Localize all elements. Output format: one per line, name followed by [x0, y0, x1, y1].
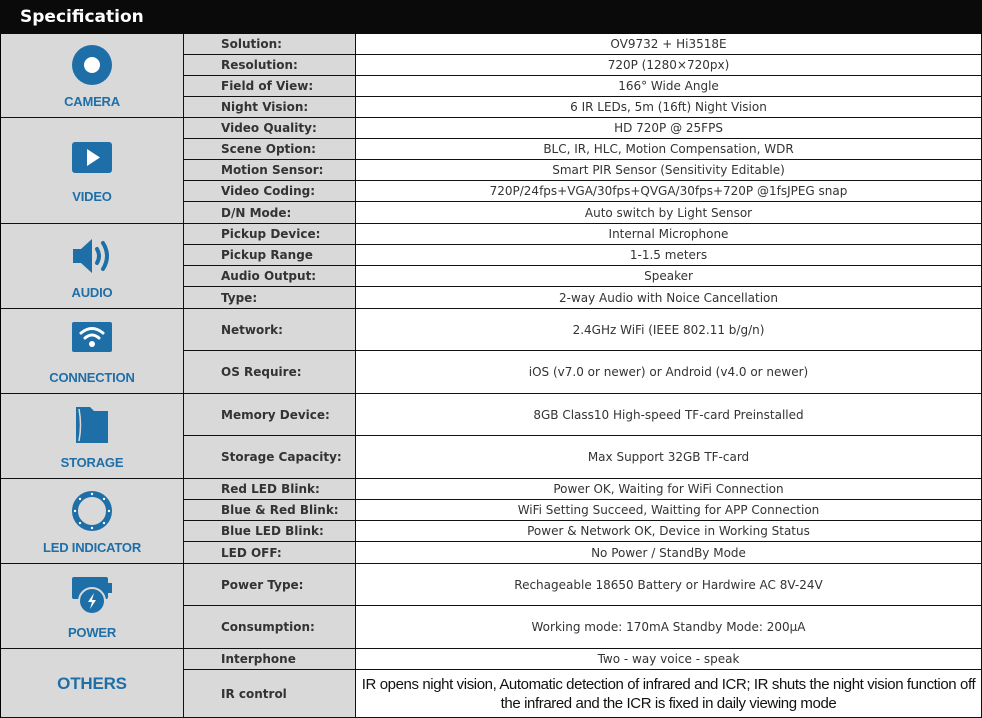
- spec-group-audio: [1, 224, 982, 309]
- spec-key: Video Coding:: [184, 181, 356, 201]
- spec-key: Memory Device:: [184, 394, 356, 435]
- table-row: [184, 139, 982, 160]
- category-cell: [1, 34, 184, 117]
- spec-key: LED OFF:: [184, 542, 356, 563]
- category-label: STORAGE: [60, 454, 124, 470]
- spec-group-connection: [1, 309, 982, 394]
- spec-value: 6 IR LEDs, 5m (16ft) Night Vision: [356, 97, 982, 117]
- spec-key: OS Require:: [184, 351, 356, 393]
- category-cell: [1, 564, 184, 648]
- spec-key: Red LED Blink:: [184, 479, 356, 499]
- spec-key: Pickup Device:: [184, 224, 356, 244]
- category-cell: [1, 394, 184, 478]
- spec-key: Network:: [184, 309, 356, 350]
- spec-key: Field of View:: [184, 76, 356, 96]
- spec-key: D/N Mode:: [184, 202, 356, 223]
- spec-value: WiFi Setting Succeed, Waitting for APP Connection: [356, 500, 982, 520]
- table-row: [184, 500, 982, 521]
- spec-key: Blue & Red Blink:: [184, 500, 356, 520]
- table-row: [184, 649, 982, 670]
- spec-key: IR control: [184, 670, 356, 717]
- table-row: [184, 309, 982, 351]
- table-row: [184, 266, 982, 287]
- spec-value: 720P/24fps+VGA/30fps+QVGA/30fps+720P @1fsJPEG snap: [356, 181, 982, 201]
- spec-value: No Power / StandBy Mode: [356, 542, 982, 563]
- category-label: LED INDICATOR: [42, 539, 142, 555]
- spec-value: Smart PIR Sensor (Sensitivity Editable): [356, 160, 982, 180]
- spec-value: Max Support 32GB TF-card: [356, 436, 982, 478]
- spec-key: Night Vision:: [184, 97, 356, 117]
- speaker-icon: [68, 233, 116, 283]
- table-row: [184, 606, 982, 648]
- sd-card-icon: [68, 403, 116, 453]
- spec-group-video: [1, 118, 982, 224]
- spec-key: Solution:: [184, 34, 356, 54]
- spec-value: 2.4GHz WiFi (IEEE 802.11 b/g/n): [356, 309, 982, 350]
- spec-value: Auto switch by Light Sensor: [356, 202, 982, 223]
- spec-value: BLC, IR, HLC, Motion Compensation, WDR: [356, 139, 982, 159]
- spec-value: 8GB Class10 High-speed TF-card Preinstalled: [356, 394, 982, 435]
- category-label: OTHERS: [57, 674, 127, 693]
- spec-value: iOS (v7.0 or newer) or Android (v4.0 or newer): [356, 351, 982, 393]
- table-row: [184, 181, 982, 202]
- category-cell: [1, 118, 184, 223]
- wifi-icon: [68, 318, 116, 368]
- category-cell: [1, 649, 184, 717]
- table-row: [184, 55, 982, 76]
- table-row: [184, 202, 982, 223]
- play-icon: [68, 137, 116, 187]
- spec-value: Power OK, Waiting for WiFi Connection: [356, 479, 982, 499]
- table-row: [184, 245, 982, 266]
- table-row: [184, 160, 982, 181]
- category-label: CONNECTION: [49, 369, 135, 385]
- category-label: VIDEO: [72, 189, 112, 204]
- table-row: [184, 521, 982, 542]
- category-cell: [1, 479, 184, 563]
- spec-value: IR opens night vision, Automatic detection of infrared and ICR; IR shuts the night vision function off the infrared and the ICR is fixed in daily viewing mode: [356, 670, 982, 717]
- spec-value: 720P (1280×720px): [356, 55, 982, 75]
- spec-key: Scene Option:: [184, 139, 356, 159]
- category-label: POWER: [67, 624, 117, 640]
- spec-value: Speaker: [356, 266, 982, 286]
- spec-value: 2-way Audio with Noice Cancellation: [356, 287, 982, 308]
- category-label: CAMERA: [64, 94, 120, 109]
- spec-value: Rechageable 18650 Battery or Hardwire AC 8V-24V: [356, 564, 982, 605]
- table-row: [184, 97, 982, 117]
- category-label: AUDIO: [71, 284, 113, 300]
- spec-key: Interphone: [184, 649, 356, 669]
- spec-key: Power Type:: [184, 564, 356, 605]
- table-row: [184, 542, 982, 563]
- spec-value: Power & Network OK, Device in Working Status: [356, 521, 982, 541]
- page-title: Specification: [0, 0, 982, 34]
- spec-value: Working mode: 170mA Standby Mode: 200μA: [356, 606, 982, 648]
- table-row: [184, 351, 982, 393]
- spec-key: Type:: [184, 287, 356, 308]
- battery-charge-icon: [68, 573, 116, 623]
- spec-key: Storage Capacity:: [184, 436, 356, 478]
- spec-table: [0, 34, 982, 718]
- table-row: [184, 436, 982, 478]
- spec-key: Consumption:: [184, 606, 356, 648]
- category-cell: [1, 309, 184, 393]
- led-ring-icon: [68, 488, 116, 538]
- spec-value: OV9732 + Hi3518E: [356, 34, 982, 54]
- table-row: [184, 224, 982, 245]
- spec-group-led-indicator: [1, 479, 982, 564]
- spec-value: 166° Wide Angle: [356, 76, 982, 96]
- spec-key: Blue LED Blink:: [184, 521, 356, 541]
- spec-key: Pickup Range: [184, 245, 356, 265]
- table-row: [184, 287, 982, 308]
- spec-group-others: [1, 649, 982, 718]
- spec-value: Two - way voice - speak: [356, 649, 982, 669]
- table-row: [184, 564, 982, 606]
- spec-key: Audio Output:: [184, 266, 356, 286]
- spec-group-camera: [1, 34, 982, 118]
- spec-value: 1-1.5 meters: [356, 245, 982, 265]
- spec-key: Video Quality:: [184, 118, 356, 138]
- spec-value: Internal Microphone: [356, 224, 982, 244]
- table-row: [184, 118, 982, 139]
- spec-key: Motion Sensor:: [184, 160, 356, 180]
- table-row: [184, 76, 982, 97]
- table-row: [184, 34, 982, 55]
- spec-key: Resolution:: [184, 55, 356, 75]
- camera-icon: [68, 42, 116, 92]
- spec-value: HD 720P @ 25FPS: [356, 118, 982, 138]
- table-row: [184, 479, 982, 500]
- category-cell: [1, 224, 184, 308]
- spec-group-power: [1, 564, 982, 649]
- table-row: [184, 394, 982, 436]
- spec-group-storage: [1, 394, 982, 479]
